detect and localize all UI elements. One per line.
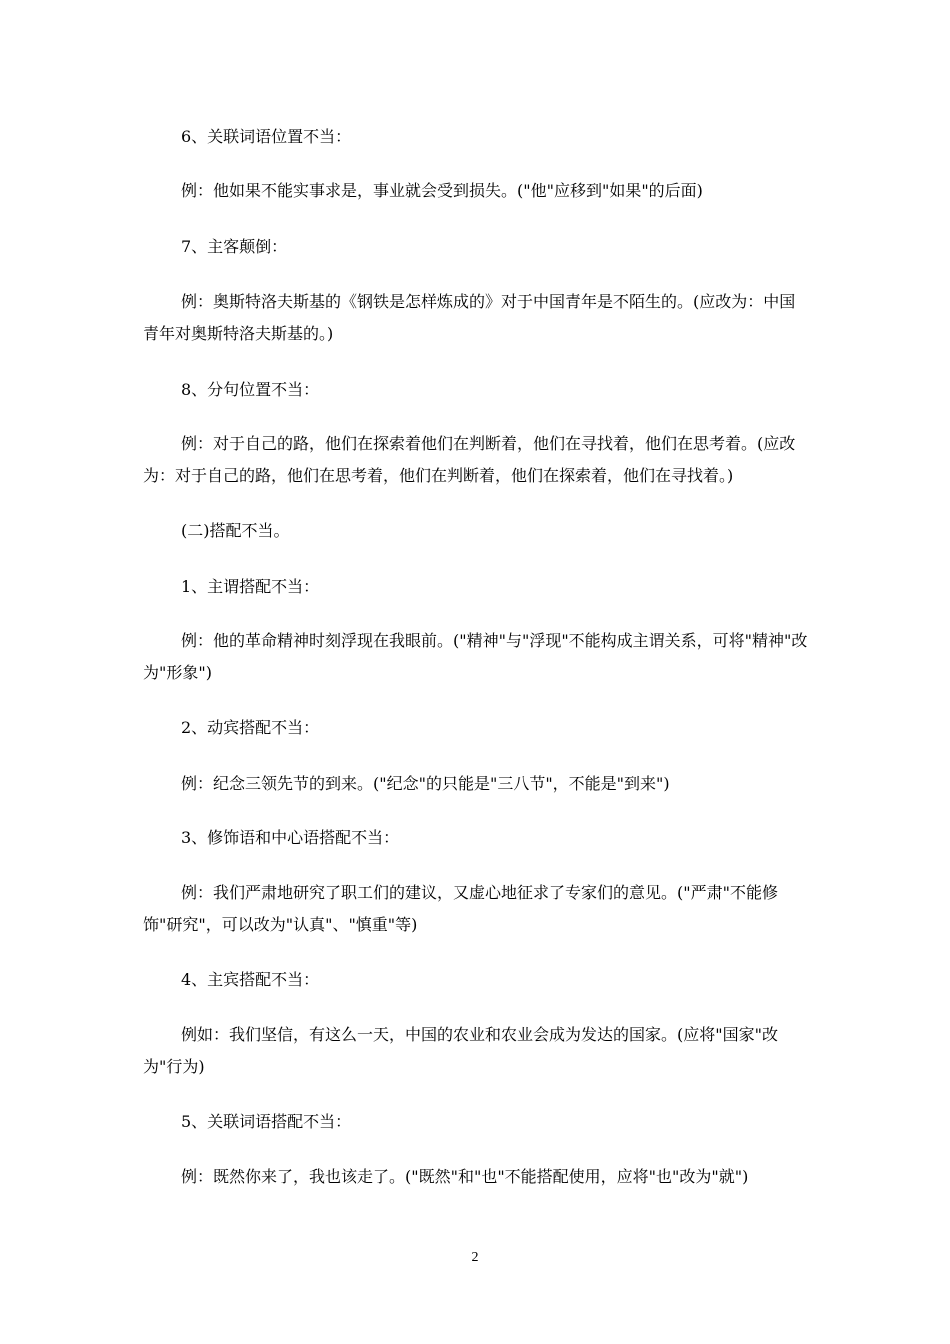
heading-3-modifier-head: 3、修饰语和中心语搭配不当：	[181, 828, 400, 847]
heading-8-clause-position: 8、分句位置不当：	[181, 380, 320, 399]
page-number: 2	[471, 1250, 479, 1265]
section-2-collocation-heading: (二)搭配不当。	[181, 521, 290, 540]
example-collocation-5: 例：既然你来了，我也该走了。("既然"和"也"不能搭配使用，应将"也"改为"就")	[181, 1167, 749, 1186]
example-collocation-2: 例：纪念三领先节的到来。("纪念"的只能是"三八节"，不能是"到来")	[181, 774, 670, 793]
example-collocation-4: 例如：我们坚信，有这么一天，中国的农业和农业会成为发达的国家。(应将"国家"改为"行为)	[143, 1025, 778, 1076]
example-collocation-3: 例：我们严肃地研究了职工们的建议，又虚心地征求了专家们的意见。("严肃"不能修饰"研究"，可以改为"认真"、"慎重"等)	[143, 883, 778, 934]
example-collocation-1: 例：他的革命精神时刻浮现在我眼前。("精神"与"浮现"不能构成主谓关系，可将"精神"改为"形象")	[143, 631, 808, 682]
heading-2-verb-object: 2、动宾搭配不当：	[181, 718, 320, 737]
heading-7-subject-object-reversal: 7、主客颠倒：	[181, 237, 288, 256]
heading-1-subject-predicate: 1、主谓搭配不当：	[181, 577, 320, 596]
heading-5-conjunction-collocation: 5、关联词语搭配不当：	[181, 1112, 352, 1131]
heading-6-conjunction-position: 6、关联词语位置不当：	[181, 127, 352, 146]
example-8: 例：对于自己的路，他们在探索着他们在判断着，他们在寻找着，他们在思考着。(应改为：对于自己的路，他们在思考着，他们在判断着，他们在探索着，他们在寻找着。)	[143, 434, 796, 485]
heading-4-subject-object: 4、主宾搭配不当：	[181, 970, 320, 989]
example-6: 例：他如果不能实事求是，事业就会受到损失。("他"应移到"如果"的后面)	[181, 181, 703, 200]
example-7: 例：奥斯特洛夫斯基的《钢铁是怎样炼成的》对于中国青年是不陌生的。(应改为：中国青年对奥斯特洛夫斯基的。)	[143, 292, 796, 343]
